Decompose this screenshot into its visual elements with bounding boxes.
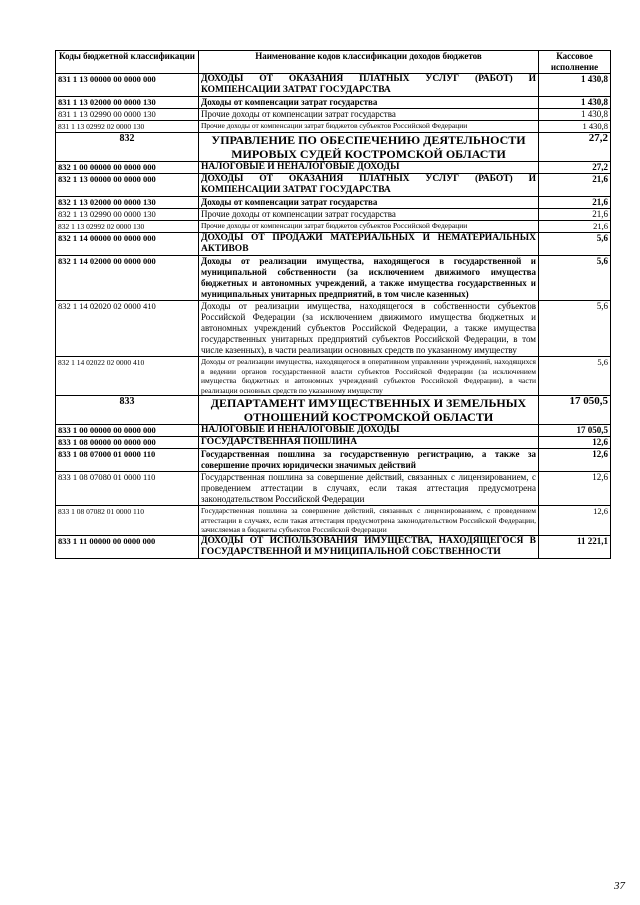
row-amount: 21,6 (539, 209, 611, 221)
row-code: 831 1 13 02000 00 0000 130 (56, 97, 199, 109)
row-amount: 11 221,1 (539, 535, 611, 558)
row-code: 832 1 13 02990 00 0000 130 (56, 209, 199, 221)
table-row (56, 301, 611, 357)
header-amount: Кассовое исполнение (539, 51, 611, 74)
row-code: 832 1 14 02020 02 0000 410 (56, 301, 199, 357)
row-name: УПРАВЛЕНИЕ ПО ОБЕСПЕЧЕНИЮ ДЕЯТЕЛЬНОСТИ МИРОВЫХ СУДЕЙ КОСТРОМСКОЙ ОБЛАСТИ (199, 133, 539, 162)
table-body (56, 74, 611, 559)
row-name: ДОХОДЫ ОТ ОКАЗАНИЯ ПЛАТНЫХ УСЛУГ (РАБОТ) И КОМПЕНСАЦИИ ЗАТРАТ ГОСУДАРСТВА (199, 174, 539, 197)
page-number: 37 (614, 880, 625, 892)
table-row (56, 506, 611, 536)
table-row (56, 425, 611, 437)
row-code: 832 1 13 00000 00 0000 000 (56, 174, 199, 197)
row-name: Доходы от реализации имущества, находящегося в государственной и муниципальной собственности (за исключением движимого имущества бюджетных и автономных учреждений, а также имущества государственных и муниципальных унитарных предприятий, в том числе казенных) (199, 256, 539, 301)
table-row (56, 221, 611, 233)
row-code: 833 (56, 396, 199, 425)
row-amount: 17 050,5 (539, 396, 611, 425)
table-row (56, 396, 611, 425)
row-name: Доходы от компенсации затрат государства (199, 197, 539, 209)
row-amount: 5,6 (539, 233, 611, 256)
row-amount: 12,6 (539, 506, 611, 536)
row-code: 831 1 13 02992 02 0000 130 (56, 121, 199, 133)
row-amount: 21,6 (539, 221, 611, 233)
header-code: Коды бюджетной классификации (56, 51, 199, 74)
row-code: 832 1 13 02000 00 0000 130 (56, 197, 199, 209)
row-name: НАЛОГОВЫЕ И НЕНАЛОГОВЫЕ ДОХОДЫ (199, 162, 539, 174)
row-amount: 5,6 (539, 256, 611, 301)
row-name: ГОСУДАРСТВЕННАЯ ПОШЛИНА (199, 437, 539, 449)
row-amount: 21,6 (539, 174, 611, 197)
row-amount: 5,6 (539, 301, 611, 357)
row-code: 832 1 00 00000 00 0000 000 (56, 162, 199, 174)
row-name: Прочие доходы от компенсации затрат государства (199, 109, 539, 121)
row-amount: 1 430,8 (539, 74, 611, 97)
row-name: НАЛОГОВЫЕ И НЕНАЛОГОВЫЕ ДОХОДЫ (199, 425, 539, 437)
row-code: 832 1 14 02022 02 0000 410 (56, 357, 199, 396)
row-code: 832 1 13 02992 02 0000 130 (56, 221, 199, 233)
row-amount: 12,6 (539, 472, 611, 506)
row-name: Прочие доходы от компенсации затрат государства (199, 209, 539, 221)
row-code: 832 1 14 00000 00 0000 000 (56, 233, 199, 256)
row-name: Доходы от реализации имущества, находящегося в собственности субъектов Российской Федерации (за исключением движимого имущества бюджетных и автономных учреждений субъектов Российской Федерации, а также имущества государственных унитарных предприятий субъектов Российской Федерации, в том числе казенных), в части реализации основных средств по указанному имуществу (199, 301, 539, 357)
row-amount: 27,2 (539, 133, 611, 162)
row-code: 833 1 08 07080 01 0000 110 (56, 472, 199, 506)
row-amount: 1 430,8 (539, 109, 611, 121)
budget-revenue-table (55, 50, 611, 559)
row-amount: 1 430,8 (539, 121, 611, 133)
row-code: 832 (56, 133, 199, 162)
table-row (56, 74, 611, 97)
table-row (56, 535, 611, 558)
table-row (56, 233, 611, 256)
row-name: Доходы от компенсации затрат государства (199, 97, 539, 109)
row-amount: 12,6 (539, 437, 611, 449)
table-row (56, 162, 611, 174)
row-name: Прочие доходы от компенсации затрат бюджетов субъектов Российской Федерации (199, 221, 539, 233)
table-row (56, 97, 611, 109)
header-name: Наименование кодов классификации доходов бюджетов (199, 51, 539, 74)
row-name: ДОХОДЫ ОТ ОКАЗАНИЯ ПЛАТНЫХ УСЛУГ (РАБОТ) И КОМПЕНСАЦИИ ЗАТРАТ ГОСУДАРСТВА (199, 74, 539, 97)
row-name: Государственная пошлина за совершение действий, связанных с лицензированием, с проведением аттестации в случаях, если такая аттестация предусмотрена законодательством Российской Федерации, зачисляемая в бюджеты субъектов Российской Федерации (199, 506, 539, 536)
table-row (56, 109, 611, 121)
table-row (56, 133, 611, 162)
row-code: 832 1 14 02000 00 0000 000 (56, 256, 199, 301)
row-amount: 17 050,5 (539, 425, 611, 437)
row-code: 831 1 13 02990 00 0000 130 (56, 109, 199, 121)
table-row (56, 357, 611, 396)
row-amount: 27,2 (539, 162, 611, 174)
table-header-row (56, 51, 611, 74)
row-name: ДОХОДЫ ОТ ИСПОЛЬЗОВАНИЯ ИМУЩЕСТВА, НАХОДЯЩЕГОСЯ В ГОСУДАРСТВЕННОЙ И МУНИЦИПАЛЬНОЙ СОБСТВЕННОСТИ (199, 535, 539, 558)
row-amount: 21,6 (539, 197, 611, 209)
row-name: Доходы от реализации имущества, находящегося в оперативном управлении учреждений, находящихся в ведении органов государственной власти субъектов Российской Федерации (за исключением имущества бюджетных и автономных учреждений субъектов Российской Федерации), в части реализации основных средств по указанному имуществу (199, 357, 539, 396)
table-row (56, 121, 611, 133)
table-row (56, 472, 611, 506)
row-code: 833 1 11 00000 00 0000 000 (56, 535, 199, 558)
row-name: ДОХОДЫ ОТ ПРОДАЖИ МАТЕРИАЛЬНЫХ И НЕМАТЕРИАЛЬНЫХ АКТИВОВ (199, 233, 539, 256)
row-name: ДЕПАРТАМЕНТ ИМУЩЕСТВЕННЫХ И ЗЕМЕЛЬНЫХ ОТНОШЕНИЙ КОСТРОМСКОЙ ОБЛАСТИ (199, 396, 539, 425)
row-code: 833 1 00 00000 00 0000 000 (56, 425, 199, 437)
row-name: Государственная пошлина за государственную регистрацию, а также за совершение прочих юридически значимых действий (199, 449, 539, 472)
table-row (56, 437, 611, 449)
row-code: 831 1 13 00000 00 0000 000 (56, 74, 199, 97)
row-amount: 5,6 (539, 357, 611, 396)
row-code: 833 1 08 00000 00 0000 000 (56, 437, 199, 449)
row-code: 833 1 08 07082 01 0000 110 (56, 506, 199, 536)
row-amount: 1 430,8 (539, 97, 611, 109)
table-row (56, 209, 611, 221)
table-row (56, 197, 611, 209)
row-name: Прочие доходы от компенсации затрат бюджетов субъектов Российской Федерации (199, 121, 539, 133)
row-amount: 12,6 (539, 449, 611, 472)
table-row (56, 174, 611, 197)
table-row (56, 256, 611, 301)
table-row (56, 449, 611, 472)
row-code: 833 1 08 07000 01 0000 110 (56, 449, 199, 472)
row-name: Государственная пошлина за совершение действий, связанных с лицензированием, с проведением аттестации в случаях, если такая аттестация предусмотрена законодательством Российской Федерации (199, 472, 539, 506)
